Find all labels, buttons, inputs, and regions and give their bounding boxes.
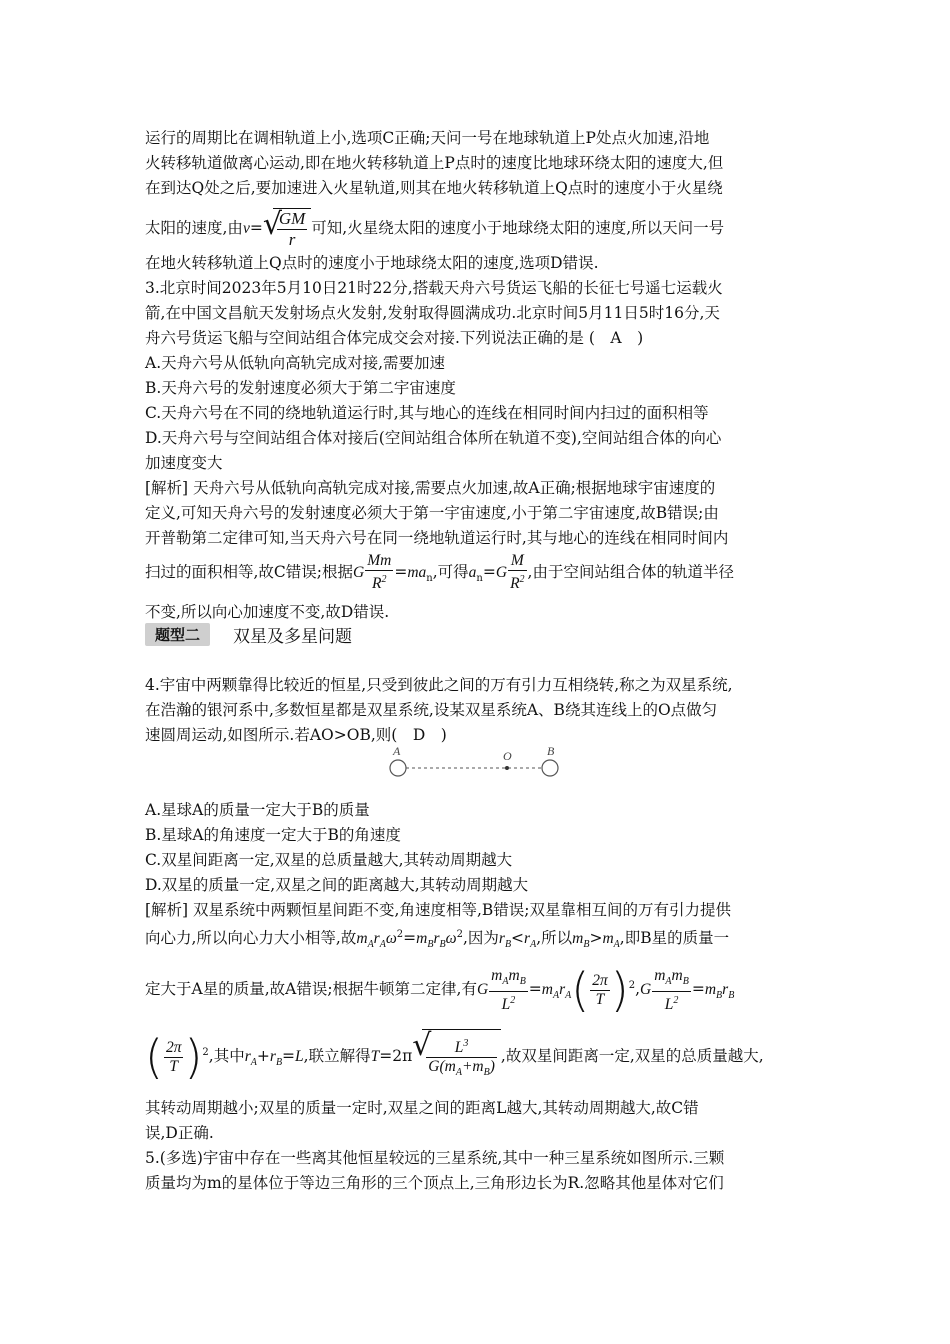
analysis-line-formula: 向心力,所以向心力大小相等,故$m_Ar_A\omega^2=m_Br_B\omega^2$,因为$r_B<r_A$,所以$m_B>m_A$,即B星的质量一: [145, 929, 730, 951]
binary-star-diagram: [385, 744, 585, 780]
star-b: [542, 760, 558, 776]
question-3-stem: 舟六号货运飞船与空间站组合体完成交会对接.下列说法正确的是 ( A ): [145, 329, 644, 347]
analysis-line: 定义,可知天舟六号的发射速度必须大于第一宇宙速度,小于第二宇宙速度,故B错误;由: [145, 504, 719, 522]
sqrt-formula: √ $\frac{L^3}{G(m_A+m_B)}$: [412, 1029, 501, 1086]
center-point-o: [505, 766, 509, 770]
label-a: A: [393, 744, 401, 758]
question-4-stem: 速圆周运动,如图所示.若AO>OB,则( D ): [145, 726, 447, 744]
option-d: 加速度变大: [145, 454, 223, 472]
sqrt-formula: √ $\frac{GM}{r}$: [263, 208, 311, 250]
label-o: O: [503, 749, 512, 763]
analysis-line: 开普勒第二定律可知,当天舟六号在同一绕地轨道运行时,其与地心的连线在相同时间内: [145, 529, 729, 547]
analysis-line-formula: 定大于A星的质量,故A错误;根据牛顿第二定律,有G $\frac{m_Am_B}{L^2}$ $=m_Ar_A$( $\frac{2\pi}{T}$ )$^2$,G $\frac{m_Am_B}{L^2}$ $=m_Br_B$: [145, 963, 735, 1018]
text-line-formula: 太阳的速度,由v= √ $\frac{GM}{r}$ 可知,火星绕太阳的速度小于地球绕太阳的速度,所以天问一号: [145, 207, 725, 249]
text-line: 火转移轨道做离心运动,即在地火转移轨道上P点时的速度比地球环绕太阳的速度大,但: [145, 154, 724, 172]
text-line: 在到达Q处之后,要加速进入火星轨道,则其在地火转移轨道上Q点时的速度小于火星绕: [145, 179, 723, 197]
option-a: A.星球A的质量一定大于B的质量: [145, 801, 370, 819]
star-a: [390, 760, 406, 776]
option-d: D.天舟六号与空间站组合体对接后(空间站组合体所在轨道不变),空间站组合体的向心: [145, 429, 722, 447]
option-c: C.双星间距离一定,双星的总质量越大,其转动周期越大: [145, 851, 513, 869]
question-3-stem: 箭,在中国文昌航天发射场点火发射,发射取得圆满成功.北京时间5月11日5时16分,天: [145, 304, 720, 322]
question-4-stem: 4.宇宙中两颗靠得比较近的恒星,只受到彼此之间的万有引力互相绕转,称之为双星系统,: [145, 676, 733, 694]
option-c: C.天舟六号在不同的绕地轨道运行时,其与地心的连线在相同时间内扫过的面积相等: [145, 404, 709, 422]
option-d: D.双星的质量一定,双星之间的距离越大,其转动周期越大: [145, 876, 529, 894]
question-5-stem: 质量均为m的星体位于等边三角形的三个顶点上,三角形边长为R.忽略其他星体对它们: [145, 1174, 724, 1192]
analysis-line-formula: 扫过的面积相等,故C错误;根据G $\frac{Mm}{R^2}$ $=ma_n$,可得$a_n=G$ $\frac{M}{R^2}$ ,由于空间站组合体的轨道半径: [145, 552, 734, 593]
option-b: B.星球A的角速度一定大于B的角速度: [145, 826, 401, 844]
analysis-line: 误,D正确.: [145, 1124, 214, 1142]
analysis-line: [解析] 双星系统中两颗恒星间距不变,角速度相等,B错误;双星靠相互间的万有引力提供: [145, 901, 731, 919]
label-b: B: [547, 744, 555, 758]
analysis-line: 不变,所以向心加速度不变,故D错误.: [145, 603, 390, 621]
section-title: 双星及多星问题: [233, 627, 352, 647]
text-line: 运行的周期比在调相轨道上小,选项C正确;天问一号在地球轨道上P处点火加速,沿地: [145, 129, 710, 147]
option-a: A.天舟六号从低轨向高轨完成对接,需要加速: [145, 354, 446, 372]
section-badge: 题型二: [145, 623, 210, 646]
question-4-stem: 在浩瀚的银河系中,多数恒星都是双星系统,设某双星系统A、B绕其连线上的O点做匀: [145, 701, 718, 719]
analysis-line: 其转动周期越小;双星的质量一定时,双星之间的距离L越大,其转动周期越大,故C错: [145, 1099, 699, 1117]
text-line: 在地火转移轨道上Q点时的速度小于地球绕太阳的速度,选项D错误.: [145, 254, 599, 272]
question-3-stem: 3.北京时间2023年5月10日21时22分,搭载天舟六号货运飞船的长征七号遥七运载火: [145, 279, 723, 297]
question-5-stem: 5.(多选)宇宙中存在一些离其他恒星较远的三星系统,其中一种三星系统如图所示.三颗: [145, 1149, 725, 1167]
analysis-line: [解析] 天舟六号从低轨向高轨完成对接,需要点火加速,故A正确;根据地球宇宙速度的: [145, 479, 716, 497]
option-b: B.天舟六号的发射速度必须大于第二宇宙速度: [145, 379, 456, 397]
analysis-line-formula: ( $\frac{2\pi}{T}$ )$^2$,其中$r_A+r_B=L$,联立解得T=2π √ $\frac{L^3}{G(m_A+m_B)}$ ,故双星间距离一定,双星的总质量越大,: [145, 1027, 764, 1085]
